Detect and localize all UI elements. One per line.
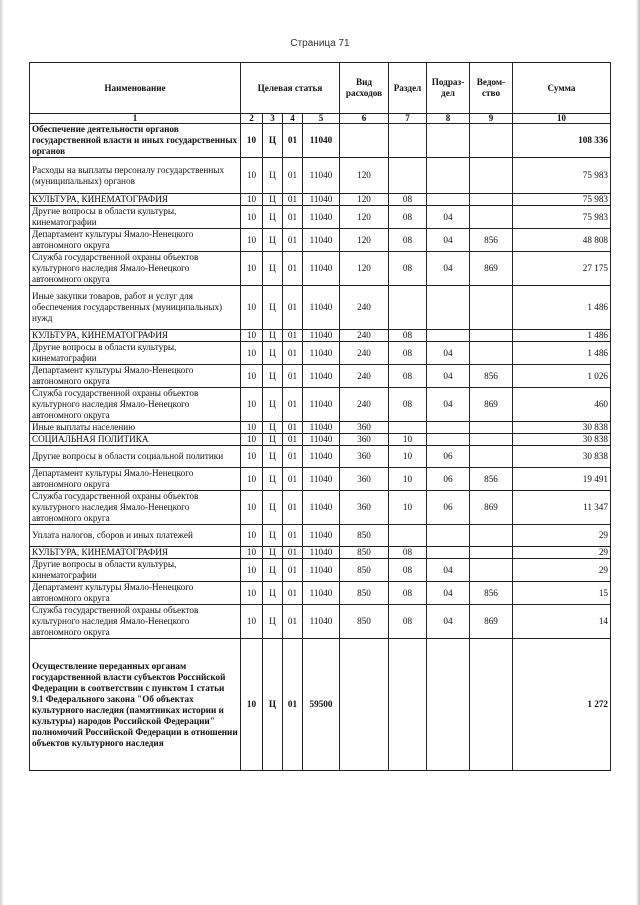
row-name-cell: Другие вопросы в области культуры, кинематографии [30,206,241,229]
row-code-cell: 11040 [303,206,340,229]
row-sum-cell: 75 983 [513,194,611,206]
row-name-cell: Другие вопросы в области социальной политики [30,446,241,468]
header-section: Раздел [389,63,427,114]
row-code-cell: Ц [263,342,283,365]
row-code-cell: 360 [340,491,389,525]
row-code-cell: 08 [389,330,427,342]
row-name-cell: Иные закупки товаров, работ и услуг для обеспечения государственных (муниципальных) нужд [30,286,241,330]
row-code-cell: 850 [340,525,389,547]
row-name-cell: Департамент культуры Ямало-Ненецкого автономного округа [30,365,241,388]
table-row [30,342,611,365]
row-code-cell [427,434,470,446]
row-code-cell: 11040 [303,388,340,422]
row-name-cell: Департамент культуры Ямало-Ненецкого автономного округа [30,229,241,252]
row-code-cell: 08 [389,388,427,422]
table-row [30,434,611,446]
row-code-cell [470,206,513,229]
row-code-cell: 01 [283,547,303,559]
row-code-cell: 01 [283,286,303,330]
row-code-cell: 08 [389,547,427,559]
row-code-cell: 856 [470,229,513,252]
row-code-cell: 869 [470,605,513,639]
row-sum-cell: 14 [513,605,611,639]
row-code-cell: 10 [241,365,263,388]
row-code-cell: 120 [340,252,389,286]
header-subsection: Подраз-дел [427,63,470,114]
row-code-cell: Ц [263,525,283,547]
table-row [30,388,611,422]
row-code-cell: Ц [263,229,283,252]
row-code-cell: 11040 [303,124,340,158]
row-code-cell [427,194,470,206]
index-cell: 9 [470,114,513,124]
row-code-cell: Ц [263,559,283,582]
row-code-cell: 11040 [303,547,340,559]
row-code-cell: Ц [263,582,283,605]
page-number: Страница 71 [290,38,350,49]
row-code-cell: 01 [283,252,303,286]
row-code-cell: 11040 [303,229,340,252]
row-code-cell: 04 [427,365,470,388]
row-code-cell: Ц [263,468,283,491]
row-code-cell: 01 [283,388,303,422]
row-code-cell: 01 [283,491,303,525]
table-row [30,229,611,252]
row-name-cell: Служба государственной охраны объектов культурного наследия Ямало-Ненецкого автономного округа [30,491,241,525]
row-code-cell: 10 [241,434,263,446]
row-code-cell: 08 [389,582,427,605]
row-sum-cell: 1 486 [513,342,611,365]
row-code-cell: 240 [340,388,389,422]
table-row [30,559,611,582]
row-code-cell: Ц [263,491,283,525]
row-sum-cell: 11 347 [513,491,611,525]
row-code-cell: 01 [283,582,303,605]
index-cell: 10 [513,114,611,124]
row-code-cell: Ц [263,330,283,342]
row-code-cell: 11040 [303,582,340,605]
table-row [30,491,611,525]
table-row [30,422,611,434]
row-code-cell: 04 [427,229,470,252]
row-code-cell: 04 [427,342,470,365]
row-code-cell: Ц [263,446,283,468]
row-code-cell: 10 [241,582,263,605]
header-name: Наименование [30,63,241,114]
row-code-cell: Ц [263,605,283,639]
row-code-cell: 01 [283,422,303,434]
row-code-cell: 856 [470,582,513,605]
row-sum-cell: 29 [513,525,611,547]
row-code-cell: 11040 [303,252,340,286]
index-cell: 6 [340,114,389,124]
row-code-cell [340,124,389,158]
row-sum-cell: 1 026 [513,365,611,388]
row-code-cell [470,422,513,434]
table-row [30,639,611,771]
row-sum-cell: 19 491 [513,468,611,491]
row-code-cell: 08 [389,559,427,582]
row-code-cell: 08 [389,365,427,388]
row-code-cell: 11040 [303,605,340,639]
row-code-cell [427,286,470,330]
row-code-cell: Ц [263,206,283,229]
table-row [30,194,611,206]
row-sum-cell: 15 [513,582,611,605]
row-code-cell: 06 [427,468,470,491]
row-code-cell: 04 [427,582,470,605]
row-code-cell [470,342,513,365]
row-code-cell: 04 [427,252,470,286]
row-code-cell: 360 [340,422,389,434]
table-row [30,605,611,639]
row-name-cell: Иные выплаты населению [30,422,241,434]
table-row [30,206,611,229]
index-cell: 5 [303,114,340,124]
row-name-cell: КУЛЬТУРА, КИНЕМАТОГРАФИЯ [30,194,241,206]
row-sum-cell: 460 [513,388,611,422]
row-code-cell: 01 [283,194,303,206]
row-code-cell: 10 [241,605,263,639]
row-sum-cell: 30 838 [513,434,611,446]
row-code-cell: 10 [389,446,427,468]
row-code-cell [470,559,513,582]
row-name-cell: Служба государственной охраны объектов культурного наследия Ямало-Ненецкого автономного округа [30,388,241,422]
index-cell: 8 [427,114,470,124]
row-code-cell: 120 [340,158,389,194]
row-code-cell: 360 [340,446,389,468]
row-code-cell: 360 [340,434,389,446]
index-cell: 2 [241,114,263,124]
row-code-cell: 01 [283,605,303,639]
row-code-cell: 11040 [303,446,340,468]
row-code-cell: 850 [340,582,389,605]
row-code-cell: 10 [241,286,263,330]
row-code-cell: 10 [241,525,263,547]
header-exp-type: Вид расходов [340,63,389,114]
row-sum-cell: 1 272 [513,639,611,771]
row-sum-cell: 75 983 [513,206,611,229]
row-code-cell: 08 [389,194,427,206]
row-code-cell: 850 [340,559,389,582]
row-sum-cell: 29 [513,547,611,559]
row-code-cell: 11040 [303,342,340,365]
row-sum-cell: 1 486 [513,286,611,330]
row-code-cell: 360 [340,468,389,491]
row-name-cell: Другие вопросы в области культуры, кинематографии [30,342,241,365]
row-code-cell [389,286,427,330]
row-name-cell: Другие вопросы в области культуры, кинематографии [30,559,241,582]
row-code-cell: 10 [389,468,427,491]
row-code-cell [389,525,427,547]
row-code-cell: 10 [241,446,263,468]
row-name-cell: КУЛЬТУРА, КИНЕМАТОГРАФИЯ [30,547,241,559]
row-code-cell: 11040 [303,330,340,342]
row-code-cell: 08 [389,206,427,229]
row-code-cell: 01 [283,158,303,194]
row-code-cell [470,639,513,771]
index-cell: 7 [389,114,427,124]
row-code-cell: 04 [427,605,470,639]
header-target: Целевая статья [241,63,340,114]
table-row [30,547,611,559]
row-code-cell: 06 [427,446,470,468]
row-code-cell: 120 [340,229,389,252]
table-row [30,365,611,388]
row-code-cell: 10 [241,491,263,525]
row-code-cell: 11040 [303,158,340,194]
row-code-cell: 120 [340,206,389,229]
row-code-cell: 10 [241,468,263,491]
row-code-cell: Ц [263,365,283,388]
table-row [30,252,611,286]
row-code-cell [427,124,470,158]
row-code-cell [470,286,513,330]
row-code-cell [340,639,389,771]
row-name-cell: Служба государственной охраны объектов культурного наследия Ямало-Ненецкого автономного округа [30,605,241,639]
row-code-cell: Ц [263,639,283,771]
row-code-cell: 01 [283,124,303,158]
row-code-cell: 10 [241,330,263,342]
row-code-cell [389,422,427,434]
row-code-cell: 01 [283,434,303,446]
row-code-cell [427,639,470,771]
row-code-cell: 08 [389,342,427,365]
row-code-cell: Ц [263,252,283,286]
row-code-cell: Ц [263,124,283,158]
index-cell: 4 [283,114,303,124]
row-code-cell [389,158,427,194]
row-name-cell: Обеспечение деятельности органов государственной власти и иных государственных органов [30,124,241,158]
row-code-cell [427,158,470,194]
row-code-cell: 869 [470,491,513,525]
row-name-cell: КУЛЬТУРА, КИНЕМАТОГРАФИЯ [30,330,241,342]
row-code-cell: 10 [241,547,263,559]
row-code-cell [389,124,427,158]
row-name-cell: Осуществление переданных органам государственной власти субъектов Российской Федерации в соответствии с пунктом 1 статьи 9.1 Федерального закона "Об объектах культурного наследия (памятниках истории и культуры) народов Российской Федерации" полномочий Российской Федерации в отношении объектов культурного наследия [30,639,241,771]
row-code-cell: 04 [427,206,470,229]
row-code-cell: 01 [283,206,303,229]
row-code-cell: 10 [241,124,263,158]
budget-table [29,62,611,771]
row-code-cell: 240 [340,330,389,342]
table-row [30,468,611,491]
index-cell: 1 [30,114,241,124]
row-code-cell: 08 [389,229,427,252]
row-code-cell: 10 [389,491,427,525]
row-sum-cell: 48 808 [513,229,611,252]
row-code-cell [389,639,427,771]
row-code-cell: 10 [241,206,263,229]
row-code-cell: 10 [241,559,263,582]
row-code-cell [427,525,470,547]
row-name-cell: Служба государственной охраны объектов культурного наследия Ямало-Ненецкого автономного округа [30,252,241,286]
row-code-cell: 08 [389,252,427,286]
row-code-cell: Ц [263,388,283,422]
scan-left-edge [0,0,4,905]
row-code-cell: 850 [340,547,389,559]
row-code-cell: 240 [340,286,389,330]
row-code-cell: 04 [427,559,470,582]
row-code-cell: 01 [283,639,303,771]
row-code-cell: 10 [389,434,427,446]
header-sum: Сумма [513,63,611,114]
row-code-cell: 856 [470,365,513,388]
row-code-cell: 869 [470,252,513,286]
row-code-cell [427,422,470,434]
row-code-cell: 869 [470,388,513,422]
row-code-cell: 04 [427,388,470,422]
row-name-cell: СОЦИАЛЬНАЯ ПОЛИТИКА [30,434,241,446]
row-sum-cell: 30 838 [513,422,611,434]
row-code-cell [470,124,513,158]
table-row [30,286,611,330]
row-code-cell: 11040 [303,422,340,434]
row-code-cell: 01 [283,229,303,252]
row-code-cell: 120 [340,194,389,206]
row-code-cell: 01 [283,365,303,388]
row-code-cell: Ц [263,286,283,330]
row-code-cell: 11040 [303,365,340,388]
row-code-cell [470,434,513,446]
row-name-cell: Департамент культуры Ямало-Ненецкого автономного округа [30,582,241,605]
row-code-cell: 11040 [303,286,340,330]
row-code-cell: Ц [263,194,283,206]
row-code-cell: 11040 [303,434,340,446]
row-code-cell [470,525,513,547]
row-code-cell: 11040 [303,525,340,547]
row-code-cell: Ц [263,547,283,559]
row-sum-cell: 75 983 [513,158,611,194]
row-code-cell: 10 [241,252,263,286]
row-code-cell: 10 [241,342,263,365]
table-row [30,525,611,547]
row-code-cell: 11040 [303,491,340,525]
scan-right-edge [636,0,640,905]
table-row [30,330,611,342]
row-code-cell [427,330,470,342]
row-code-cell: 06 [427,491,470,525]
row-sum-cell: 29 [513,559,611,582]
header-dept: Ведом-ство [470,63,513,114]
row-code-cell: 11040 [303,194,340,206]
table-row [30,446,611,468]
row-code-cell [427,547,470,559]
row-code-cell [470,330,513,342]
index-row [30,114,611,124]
row-code-cell: 01 [283,468,303,491]
row-code-cell [470,446,513,468]
row-sum-cell: 108 336 [513,124,611,158]
row-code-cell: 01 [283,525,303,547]
table-row [30,158,611,194]
row-code-cell: 10 [241,229,263,252]
row-code-cell: 10 [241,158,263,194]
row-code-cell: 10 [241,194,263,206]
row-code-cell: 01 [283,342,303,365]
row-sum-cell: 1 486 [513,330,611,342]
row-code-cell: 10 [241,422,263,434]
row-name-cell: Расходы на выплаты персоналу государственных (муниципальных) органов [30,158,241,194]
row-code-cell: 01 [283,559,303,582]
row-code-cell: 856 [470,468,513,491]
row-sum-cell: 30 838 [513,446,611,468]
row-code-cell: 59500 [303,639,340,771]
row-code-cell: 01 [283,330,303,342]
row-code-cell [470,158,513,194]
row-code-cell: Ц [263,422,283,434]
row-name-cell: Уплата налогов, сборов и иных платежей [30,525,241,547]
row-code-cell: 11040 [303,559,340,582]
row-code-cell: 01 [283,446,303,468]
row-code-cell: 10 [241,639,263,771]
row-name-cell: Департамент культуры Ямало-Ненецкого автономного округа [30,468,241,491]
row-code-cell: 11040 [303,468,340,491]
row-code-cell: 08 [389,605,427,639]
row-code-cell: 850 [340,605,389,639]
row-sum-cell: 27 175 [513,252,611,286]
row-code-cell: 10 [241,388,263,422]
index-cell: 3 [263,114,283,124]
row-code-cell [470,547,513,559]
header-row [30,63,611,114]
row-code-cell: 240 [340,342,389,365]
row-code-cell: 240 [340,365,389,388]
row-code-cell [470,194,513,206]
table-row [30,124,611,158]
table-row [30,582,611,605]
row-code-cell: Ц [263,158,283,194]
row-code-cell: Ц [263,434,283,446]
